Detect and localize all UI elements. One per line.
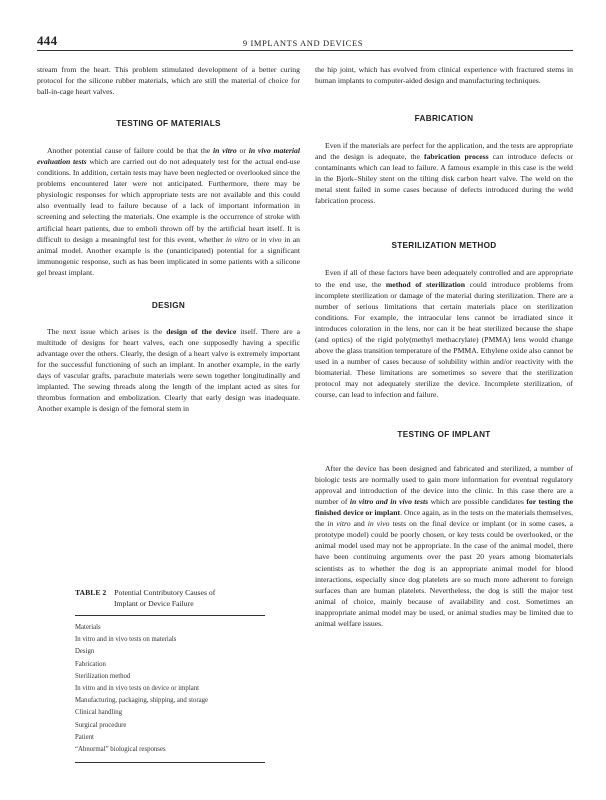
design-paragraph: The next issue which arises is the design of the device itself. There are a multitude of designs for heart valves, each one supposedly having a specific advantage over the others. Clearly, the design of a heart valve is extremely important for the successful functioning of such an implant. In another example, in the early days of vascular grafts, parachute materials were sewn together longitudinally and implanted. The sewing threads along the length of the implant acted as sites for thrombus formation and embolization. Clearly that early design was inadequate. Another example is design of the femoral stem in bbox=[37, 326, 301, 414]
heading-testing-of-materials: TESTING OF MATERIALS bbox=[116, 119, 221, 129]
table-row: Design bbox=[75, 648, 95, 656]
running-head: 9 IMPLANTS AND DEVICES bbox=[242, 38, 364, 48]
heading-fabrication: FABRICATION bbox=[414, 114, 474, 124]
left-intro-paragraph: stream from the heart. This problem stimulated development of a better curing protocol for the silicone rubber materials, which are still the material of choice for ball-in-cage heart valves. bbox=[37, 65, 300, 97]
table-caption-line1: Potential Contributory Causes of bbox=[114, 588, 216, 597]
table-rows bbox=[75, 622, 265, 756]
right-column bbox=[315, 64, 573, 629]
table-row: Fabrication bbox=[75, 660, 106, 668]
sterilization-paragraph: Even if all of these factors have been adequately controlled and are appropriate to the end use, the method of sterilization could introduce problems from incomplete sterilization or damage of the material during sterilization. There are a number of serious limitations that certain materials place on sterilization conditions. For example, the intraocular lens cannot be irradiated since it introduces coloration in the lens, nor can it be heat sterilized because the shape (and optics) of the rigid poly(methyl methacrylate) (PMMA) lens would change above the glass transition temperature of the PMMA. Ethylene oxide also cannot be used in a number of cases because of solubility within and/or reactivity with the biomaterial. These limitations are sometimes so severe that the sterilization protocol may not adequately sterilize the device. Incomplete sterilization, of course, can lead to infection and failure. bbox=[315, 268, 573, 399]
testing-implant-paragraph: After the device has been designed and fabricated and sterilized, a number of biologic tests are normally used to gain more information for eventual regulatory approval and introduction of the device into the clinic. In this case there are a number of in vitro and in vivo tests which are possible candidates for testing the finished device or implant. Once again, as in the tests on the materials themselves, the in vitro and in vivo tests on the final device or implant (or in some cases, a prototype model) could be poorly chosen, or key tests could be overlooked, or the animal model used may not be appropriate. In the case of the animal model, there have been continuing arguments over the past 20 years among biomaterials scientists as to whether the dog is an appropriate animal model for blood interactions, especially since dog platelets are so much more adherent to foreign surfaces than are human platelets. Nevertheless, the dog is still the major test animal of choice, mainly because of availability and cost. Sometimes an inappropriate animal model may be used, or animal studies may be limited due to animal welfare issues. bbox=[315, 464, 574, 628]
testing-materials-paragraph: Another potential cause of failure could be that the in vitro or in vivo material evaluation tests which are carried out do not adequately test for the actual end-use conditions. In addition, certain tests may have been neglected or overlooked since the problems encountered later were not anticipated. Furthermore, there may be physiologic responses for which appropriate tests are not available and this could also eventually lead to failure because of a lack of important information in screening and selecting the materials. One example is the occurrence of stroke with artificial heart patients, due to emboli thrown off by the artificial heart itself. It is difficult to design a meaningful test for this event, whether in vitro or in vivo in an animal model. Another example is the (unanticipated) potential for a significant immunogenic response, such as has been implicated in some patients with a silicone gel breast implant. bbox=[37, 146, 301, 277]
table-top-rule bbox=[75, 615, 265, 616]
table-row: Patient bbox=[75, 733, 94, 741]
table-row: In vitro and in vivo tests on materials bbox=[75, 636, 177, 644]
table-bottom-rule bbox=[75, 762, 265, 763]
table-row: Manufacturing, packaging, shipping, and storage bbox=[75, 697, 209, 705]
header-rule bbox=[37, 50, 573, 51]
table-row: “Abnormal” biological responses bbox=[75, 746, 166, 754]
fabrication-paragraph: Even if the materials are perfect for the application, and the tests are appropriate and the design is adequate, the fabrication process can introduce defects or contaminants which can lead to failure. A famous example in this case is the weld in the Bjork–Shiley stent on the tilting disk carbon heart valve. The weld on the metal stent failed in some cases because of defects introduced during the weld fabrication process. bbox=[315, 141, 573, 206]
right-intro-paragraph: the hip joint, which has evolved from clinical experience with fractured stems in human implants to computer-aided design and manufacturing techniques. bbox=[315, 65, 573, 86]
left-column bbox=[37, 64, 300, 414]
table-row: Materials bbox=[75, 624, 101, 631]
table-label: TABLE 2 bbox=[75, 588, 107, 597]
table-row: Surgical procedure bbox=[75, 721, 127, 729]
table-2 bbox=[75, 587, 265, 763]
table-caption bbox=[75, 587, 265, 609]
heading-sterilization-method: STERILIZATION METHOD bbox=[391, 241, 497, 251]
page-number: 444 bbox=[37, 33, 58, 48]
heading-design: DESIGN bbox=[151, 300, 186, 310]
table-row: In vitro and in vivo tests on device or implant bbox=[75, 685, 200, 693]
table-row: Sterilization method bbox=[75, 672, 131, 680]
table-caption-line2: Implant or Device Failure bbox=[114, 599, 194, 608]
heading-testing-of-implant: TESTING OF IMPLANT bbox=[397, 430, 491, 440]
table-row: Clinical handling bbox=[75, 709, 123, 717]
